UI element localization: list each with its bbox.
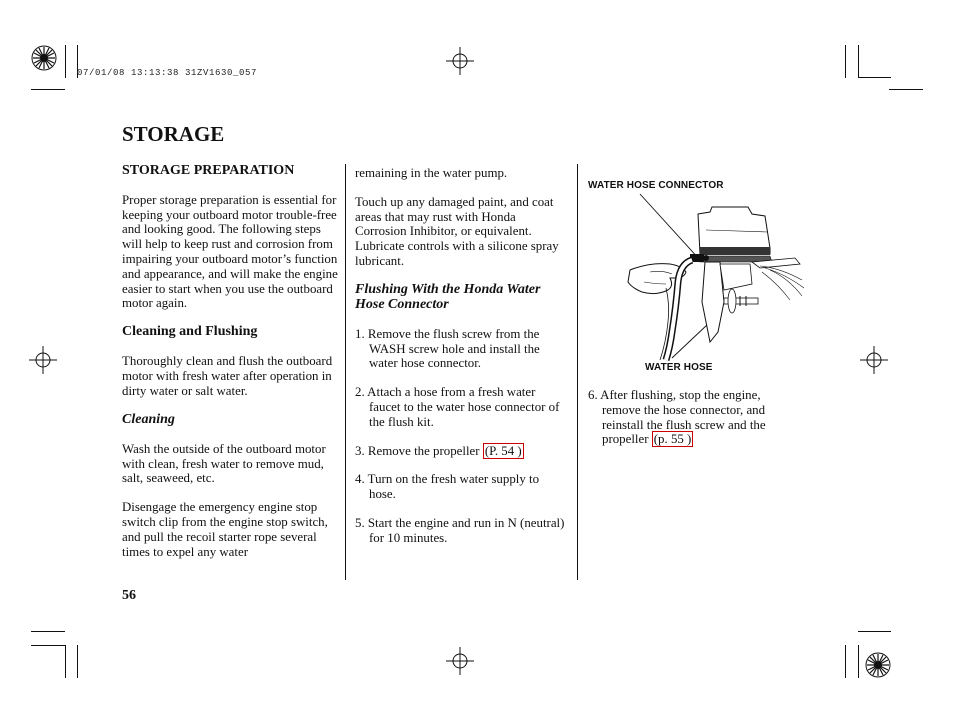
step-5: 5. Start the engine and run in N (neutral) for 10 minutes. [355,515,565,545]
flushing-heading: Flushing With the Honda Water Hose Connector [355,281,541,313]
disengage-paragraph: Disengage the emergency engine stop switch clip from the engine stop switch, and pull the recoil starter rope several times to expel any water [122,500,328,559]
crop-mark [845,645,846,678]
crop-mark [858,645,859,678]
crop-mark [858,631,891,632]
cleaning-paragraph: Wash the outside of the outboard motor with clean, fresh water to remove mud, salt, seaweed, etc. [122,441,326,486]
section-heading: STORAGE PREPARATION [122,163,295,178]
crop-mark [77,645,78,678]
step-4: 4. Turn on the fresh water supply to hose. [355,472,540,502]
page-number: 56 [122,588,136,603]
column-2 [355,166,569,546]
column-1 [122,164,338,559]
registration-crosshair-icon [446,647,474,675]
continuation-text: remaining in the water pump. [355,166,508,180]
crop-mark [31,645,65,646]
intro-paragraph: Proper storage preparation is essential for keeping your outboard motor trouble-free and looking good. The following steps will help to keep rust and corrosion from impairing your outboard motor’s function and appearance, and will make the engine easier to start when you use the outboard motor again. [122,192,338,311]
registration-starburst-icon [864,651,892,679]
figure-label-hose: WATER HOSE [645,362,713,373]
flush-paragraph: Thoroughly clean and flush the outboard motor with fresh water after operation in dirty water or salt water. [122,353,333,398]
crop-mark [858,45,859,78]
crop-mark [31,631,65,632]
column-divider [577,164,578,580]
column-3 [588,388,792,447]
print-timestamp: 07/01/08 13:13:38 31ZV1630_057 [77,68,258,78]
crop-mark [31,89,65,90]
registration-crosshair-icon [29,346,57,374]
step-1: 1. Remove the flush screw from the WASH screw hole and install the water hose connector. [355,326,540,371]
step-3-text: 3. Remove the propeller [355,443,480,458]
crop-mark [65,645,66,678]
cleaning-heading: Cleaning [122,412,175,428]
registration-crosshair-icon [446,47,474,75]
page-reference-link[interactable]: (P. 54 ) [484,443,522,458]
crop-mark [858,77,891,78]
crop-mark [65,45,66,78]
hose-connector-illustration [620,192,805,362]
step-6 [588,388,792,447]
registration-starburst-icon [30,44,58,72]
step-6-text: 6. After flushing, stop the engine, remove the hose connector, and reinstall the flush screw and the propeller [588,388,766,447]
touchup-paragraph: Touch up any damaged paint, and coat areas that may rust with Honda Corrosion Inhibitor, or equivalent. Lubricate controls with a silicone spray lubricant. [355,194,559,268]
subsection-heading: Cleaning and Flushing [122,324,258,340]
figure-label-connector: WATER HOSE CONNECTOR [588,180,724,191]
crop-mark [889,89,923,90]
crop-mark [845,45,846,78]
registration-crosshair-icon [860,346,888,374]
page-title: STORAGE [122,122,225,146]
step-2: 2. Attach a hose from a fresh water faucet to the water hose connector of the flush kit. [355,385,560,429]
step-3 [355,444,569,459]
page-reference-link[interactable]: (p. 55 ) [653,432,692,447]
column-divider [345,164,346,580]
